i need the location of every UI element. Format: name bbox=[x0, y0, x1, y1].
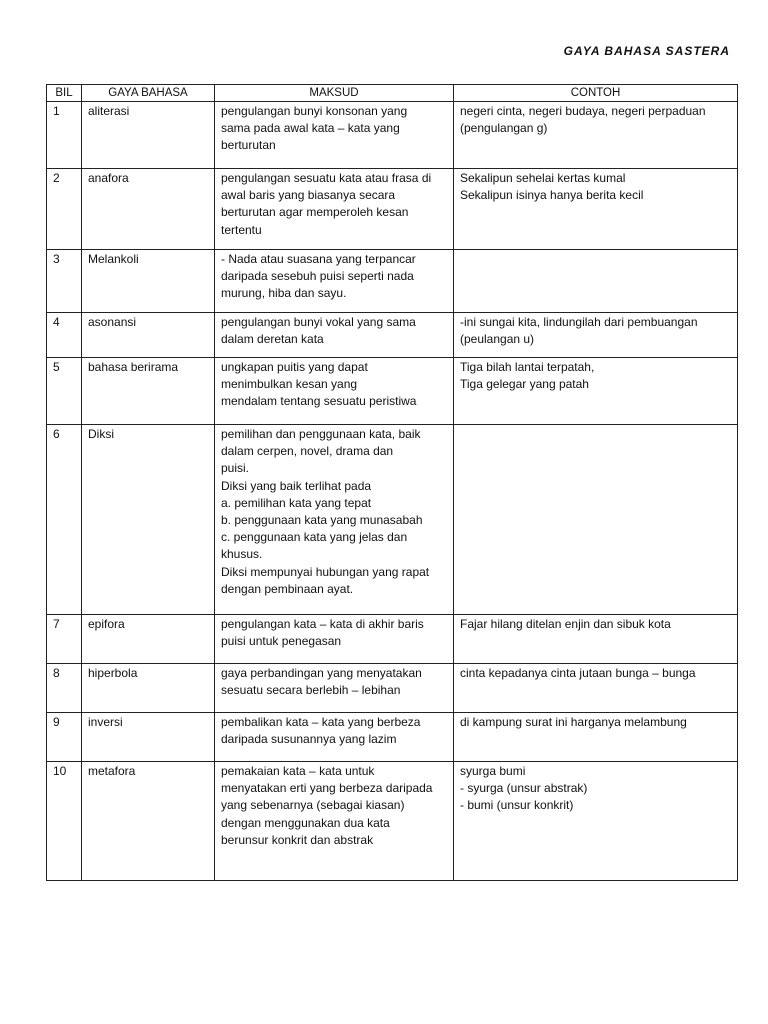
maksud-line: pembalikan kata – kata yang berbeza bbox=[221, 715, 421, 729]
maksud-line: berturutan agar memperoleh kesan bbox=[221, 205, 409, 220]
cell-gaya-bahasa: Melankoli bbox=[82, 250, 215, 313]
cell-bil: 8 bbox=[47, 664, 82, 713]
cell-maksud bbox=[215, 313, 454, 358]
cell-gaya-bahasa: metafora bbox=[82, 762, 215, 881]
maksud-line: menyatakan erti yang berbeza daripada bbox=[221, 781, 433, 796]
cell-maksud bbox=[215, 250, 454, 313]
column-header-contoh: CONTOH bbox=[454, 85, 738, 102]
cell-bil: 2 bbox=[47, 169, 82, 250]
contoh-line: Fajar hilang ditelan enjin dan sibuk kota bbox=[460, 617, 671, 631]
maksud-line: c. penggunaan kata yang jelas dan bbox=[221, 530, 408, 545]
cell-gaya-bahasa: hiperbola bbox=[82, 664, 215, 713]
maksud-line: daripada sesebuh puisi seperti nada bbox=[221, 269, 414, 284]
document-title: GAYA BAHASA SASTERA bbox=[563, 44, 730, 58]
cell-bil: 9 bbox=[47, 713, 82, 762]
maksud-line: pengulangan bunyi vokal yang sama bbox=[221, 315, 416, 329]
cell-bil: 10 bbox=[47, 762, 82, 881]
cell-gaya-bahasa: bahasa berirama bbox=[82, 358, 215, 425]
cell-maksud bbox=[215, 664, 454, 713]
maksud-line: a. pemilihan kata yang tepat bbox=[221, 495, 372, 510]
maksud-line: menimbulkan kesan yang bbox=[221, 377, 358, 392]
maksud-line: pengulangan sesuatu kata atau frasa di bbox=[221, 171, 432, 185]
table-header-row bbox=[47, 85, 738, 102]
maksud-line: pemilihan dan penggunaan kata, baik bbox=[221, 427, 421, 441]
contoh-line: Tiga bilah lantai terpatah, bbox=[460, 360, 595, 374]
cell-contoh bbox=[454, 313, 738, 358]
maksud-line: b. penggunaan kata yang munasabah bbox=[221, 513, 423, 528]
maksud-line: pengulangan kata – kata di akhir baris bbox=[221, 617, 424, 631]
maksud-line: khusus. bbox=[221, 547, 263, 562]
cell-bil: 3 bbox=[47, 250, 82, 313]
cell-contoh bbox=[454, 615, 738, 664]
table-row bbox=[47, 713, 738, 762]
cell-bil: 1 bbox=[47, 102, 82, 169]
contoh-line: Sekalipun isinya hanya berita kecil bbox=[460, 188, 644, 203]
table-row bbox=[47, 615, 738, 664]
contoh-line: di kampung surat ini harganya melambung bbox=[460, 715, 687, 729]
cell-maksud bbox=[215, 762, 454, 881]
maksud-line: puisi untuk penegasan bbox=[221, 634, 342, 649]
contoh-line: -ini sungai kita, lindungilah dari pembuangan bbox=[460, 315, 698, 329]
cell-contoh bbox=[454, 102, 738, 169]
cell-gaya-bahasa: aliterasi bbox=[82, 102, 215, 169]
contoh-line: Sekalipun sehelai kertas kumal bbox=[460, 171, 626, 185]
cell-maksud bbox=[215, 358, 454, 425]
table-row bbox=[47, 358, 738, 425]
contoh-line: negeri cinta, negeri budaya, negeri perpaduan bbox=[460, 104, 706, 118]
cell-gaya-bahasa: inversi bbox=[82, 713, 215, 762]
cell-contoh bbox=[454, 425, 738, 615]
cell-maksud bbox=[215, 102, 454, 169]
table-row bbox=[47, 425, 738, 615]
maksud-line: daripada susunannya yang lazim bbox=[221, 732, 397, 747]
maksud-line: dengan pembinaan ayat. bbox=[221, 581, 354, 596]
cell-contoh bbox=[454, 713, 738, 762]
maksud-line: yang sebenarnya (sebagai kiasan) bbox=[221, 798, 405, 813]
cell-maksud bbox=[215, 169, 454, 250]
maksud-line: mendalam tentang sesuatu peristiwa bbox=[221, 394, 417, 409]
maksud-line: pemakaian kata – kata untuk bbox=[221, 764, 375, 778]
maksud-line: awal baris yang biasanya secara bbox=[221, 188, 396, 203]
maksud-line: sesuatu secara berlebih – lebihan bbox=[221, 683, 401, 698]
cell-gaya-bahasa: epifora bbox=[82, 615, 215, 664]
maksud-line: pengulangan bunyi konsonan yang bbox=[221, 104, 408, 118]
maksud-line: dengan menggunakan dua kata bbox=[221, 815, 390, 830]
contoh-line: - bumi (unsur konkrit) bbox=[460, 798, 574, 813]
cell-bil: 5 bbox=[47, 358, 82, 425]
cell-gaya-bahasa: anafora bbox=[82, 169, 215, 250]
table-row bbox=[47, 102, 738, 169]
maksud-line: dalam deretan kata bbox=[221, 332, 324, 347]
contoh-line: (peulangan u) bbox=[460, 332, 535, 347]
contoh-line: syurga bumi bbox=[460, 764, 526, 778]
column-header-maksud: MAKSUD bbox=[215, 85, 454, 102]
cell-gaya-bahasa: Diksi bbox=[82, 425, 215, 615]
cell-gaya-bahasa: asonansi bbox=[82, 313, 215, 358]
maksud-line: puisi. bbox=[221, 461, 250, 476]
cell-contoh bbox=[454, 250, 738, 313]
contoh-line: - syurga (unsur abstrak) bbox=[460, 781, 588, 796]
contoh-line: Tiga gelegar yang patah bbox=[460, 377, 589, 392]
maksud-line: ungkapan puitis yang dapat bbox=[221, 360, 368, 374]
contoh-line: cinta kepadanya cinta jutaan bunga – bunga bbox=[460, 666, 696, 680]
cell-bil: 4 bbox=[47, 313, 82, 358]
contoh-line: (pengulangan g) bbox=[460, 121, 548, 136]
maksud-line: berturutan bbox=[221, 138, 276, 153]
cell-bil: 6 bbox=[47, 425, 82, 615]
cell-contoh bbox=[454, 762, 738, 881]
table-row bbox=[47, 664, 738, 713]
maksud-line: berunsur konkrit dan abstrak bbox=[221, 832, 374, 847]
table-row bbox=[47, 313, 738, 358]
gaya-bahasa-table bbox=[46, 84, 738, 881]
column-header-bil: BIL bbox=[47, 85, 82, 102]
maksud-line: - Nada atau suasana yang terpancar bbox=[221, 252, 416, 266]
maksud-line: Diksi mempunyai hubungan yang rapat bbox=[221, 564, 430, 579]
cell-maksud bbox=[215, 615, 454, 664]
maksud-line: gaya perbandingan yang menyatakan bbox=[221, 666, 422, 680]
cell-maksud bbox=[215, 713, 454, 762]
maksud-line: Diksi yang baik terlihat pada bbox=[221, 478, 372, 493]
cell-maksud bbox=[215, 425, 454, 615]
maksud-line: dalam cerpen, novel, drama dan bbox=[221, 444, 394, 459]
column-header-gaya-bahasa: GAYA BAHASA bbox=[82, 85, 215, 102]
cell-contoh bbox=[454, 358, 738, 425]
cell-bil: 7 bbox=[47, 615, 82, 664]
cell-contoh bbox=[454, 664, 738, 713]
table-row bbox=[47, 250, 738, 313]
table-row bbox=[47, 762, 738, 881]
table-row bbox=[47, 169, 738, 250]
maksud-line: tertentu bbox=[221, 222, 262, 237]
maksud-line: sama pada awal kata – kata yang bbox=[221, 121, 400, 136]
cell-contoh bbox=[454, 169, 738, 250]
maksud-line: murung, hiba dan sayu. bbox=[221, 286, 347, 301]
